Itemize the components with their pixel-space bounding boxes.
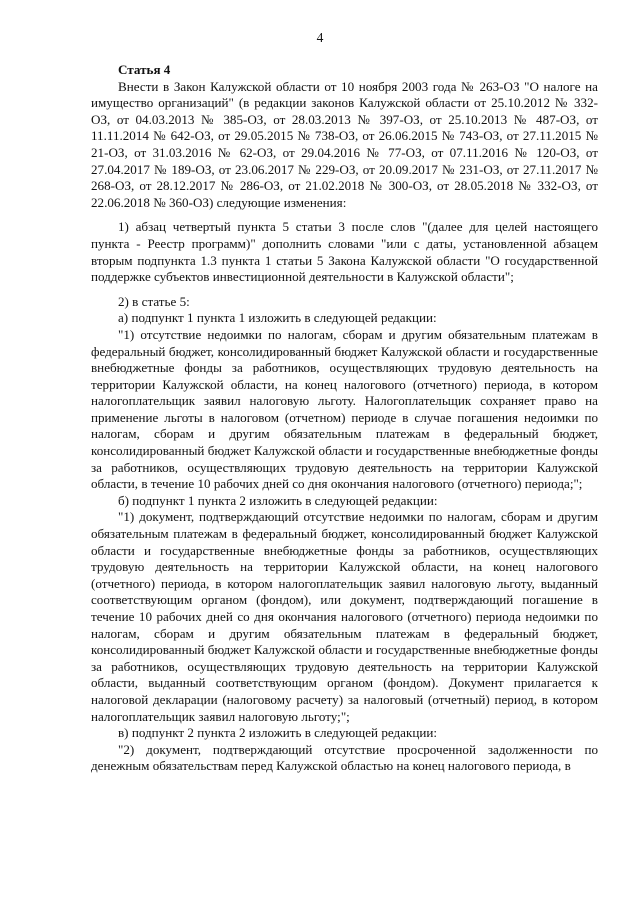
intro-paragraph: Внести в Закон Калужской области от 10 ноября 2003 года № 263-ОЗ "О налоге на имуществo организаций" (в редакции законов Калужской области от 25.10.2012 № 332-ОЗ, от 04.03.2013 № 385-ОЗ, от 28.03.2013 № 397-ОЗ, от 25.10.2013 № 487-ОЗ, от 11.11.2014 № 642-ОЗ, от 29.05.2015 № 738-ОЗ, от 26.06.2015 № 743-ОЗ, от 27.11.2015 № 21-ОЗ, от 31.03.2016 № 62-ОЗ, от 29.04.2016 № 77-ОЗ, от 07.11.2016 № 120-ОЗ, от 27.04.2017 № 189-ОЗ, от 23.06.2017 № 229-ОЗ, от 20.09.2017 № 231-ОЗ, от 27.11.2017 № 268-ОЗ, от 28.12.2017 № 286-ОЗ, от 21.02.2018 № 300-ОЗ, от 28.05.2018 № 332-ОЗ, от 22.06.2018 № 360-ОЗ) следующие изменения: <box>91 78 598 210</box>
subitem-c: в) подпункт 2 пункта 2 изложить в следующей редакции: <box>118 725 437 741</box>
page-number: 4 <box>316 30 324 45</box>
subitem-b: б) подпункт 1 пункта 2 изложить в следующей редакции: <box>118 492 438 508</box>
quoted-text-a: "1) отсутствие недоимки по налогам, сборам и другим обязательным платежам в федеральный бюджет, консолидированный бюджет Калужской области и государственные внебюджетные фонды за работников, осуществляющих трудовую деятельность на территории Калужской области, на конец налогового (отчетного) периода, в котором налогоплательщик заявил налоговую льготу. Налогоплательщик сохраняет право на применение льготы в налоговом (отчетном) периоде в случае погашения недоимки по налогам, сборам и другим обязательным платежам в федеральный бюджет, консолидированный бюджет Калужской области и государственные внебюджетные фонды за работников, осуществляющих трудовую деятельность на территории Калужской области, в течение 10 рабочих дней со дня окончания налогового (отчетного) периода;"; <box>91 326 598 492</box>
amendment-item-2: 2) в статье 5: <box>118 293 190 309</box>
quoted-text-c: "2) документ, подтверждающий отсутствие просроченной задолженности по денежным обязательствам перед Калужской областью на конец налогового периода, в <box>91 741 598 774</box>
quoted-text-b: "1) документ, подтверждающий отсутствие недоимки по налогам, сборам и другим обязательным платежам в федеральный бюджет, консолидированный бюджет Калужской области и государственные внебюджетные фонды за работников, осуществляющих трудовую деятельность на территории Калужской области, на конец налогового (отчетного) периода, в котором налогоплательщик заявил налоговую льготу, выданный соответствующим органом (фондом), или документ, подтверждающий погашение в течение 10 рабочих дней со дня окончания налогового (отчетного) периода недоимки по налогам, сборам и другим обязательным платежам в федеральный бюджет, консолидированный бюджет Калужской области и государственные внебюджетные фонды за работников, осуществляющих трудовую деятельность на территории Калужской области, выданный соответствующим органом (фондом). Документ прилагается к налоговой декларации (налоговому расчету) за налоговый (отчетный) период, в котором налогоплательщик заявил налоговую льготу;"; <box>91 509 598 724</box>
amendment-item-1: 1) абзац четвертый пункта 5 статьи 3 после слов "(далее для целей настоящего пункта - Реестр программ)" дополнить словами "или с даты, установленной абзацем вторым подпункта 1.3 пункта 1 статьи 5 Закона Калужской области "О государственной поддержке субъектов инвестиционной деятельности в Калужской области"; <box>91 219 598 285</box>
article-heading: Статья 4 <box>118 62 171 77</box>
subitem-a: а) подпункт 1 пункта 1 изложить в следующей редакции: <box>118 310 437 326</box>
document-body <box>91 62 598 775</box>
